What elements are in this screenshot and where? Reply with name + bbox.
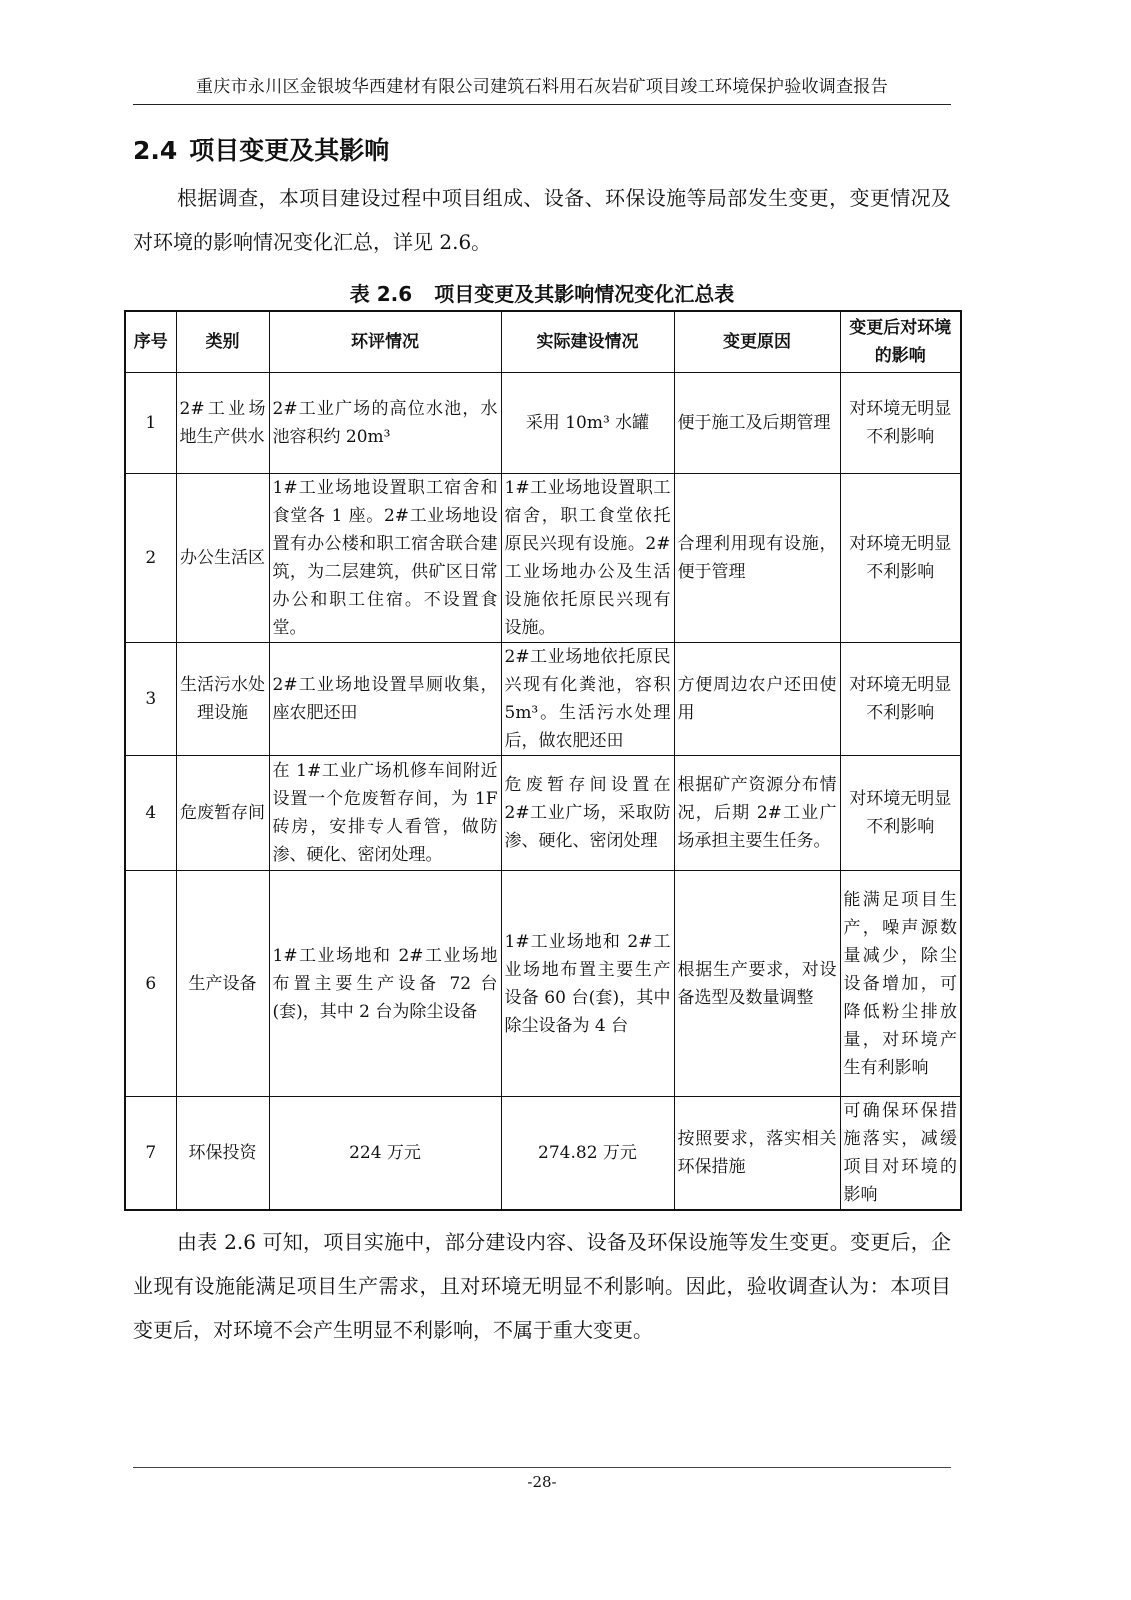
cell-reason: 方便周边农户还田使用 [674,643,840,756]
cell-seq: 6 [125,871,176,1097]
cell-category: 环保投资 [176,1097,269,1211]
page-number: -28- [527,1473,557,1491]
table-caption-number: 表 2.6 [349,282,413,306]
change-summary-table [124,310,962,1211]
cell-actual: 1#工业场地和 2#工业场地布置主要生产设备 60 台(套)，其中除尘设备为 4 台 [501,871,674,1097]
table-row [125,871,961,1097]
cell-reason: 根据生产要求，对设备选型及数量调整 [674,871,840,1097]
cell-eia: 1#工业场地和 2#工业场地布置主要生产设备 72 台(套)，其中 2 台为除尘设备 [269,871,501,1097]
cell-category: 生产设备 [176,871,269,1097]
header-rule [133,104,951,105]
cell-eia: 2#工业广场的高位水池，水池容积约 20m³ [269,373,501,474]
cell-impact: 对环境无明显不利影响 [840,474,961,643]
cell-seq: 2 [125,474,176,643]
cell-impact: 对环境无明显不利影响 [840,756,961,871]
header-eia: 环评情况 [269,311,501,373]
table-row [125,474,961,643]
section-title: 项目变更及其影响 [189,136,390,165]
cell-actual: 危废暂存间设置在 2#工业广场，采取防渗、硬化、密闭处理 [501,756,674,871]
cell-category: 办公生活区 [176,474,269,643]
cell-reason: 按照要求，落实相关环保措施 [674,1097,840,1211]
section-number: 2.4 [133,136,178,165]
cell-actual: 采用 10m³ 水罐 [501,373,674,474]
cell-eia: 224 万元 [269,1097,501,1211]
cell-reason: 便于施工及后期管理 [674,373,840,474]
cell-category: 危废暂存间 [176,756,269,871]
cell-impact: 对环境无明显不利影响 [840,373,961,474]
cell-eia: 2#工业场地设置旱厕收集，座农肥还田 [269,643,501,756]
cell-actual: 1#工业场地设置职工宿舍，职工食堂依托原民兴现有设施。2#工业场地办公及生活设施依托原民兴现有设施。 [501,474,674,643]
cell-actual: 274.82 万元 [501,1097,674,1211]
table-header-row [125,311,961,373]
header-category: 类别 [176,311,269,373]
cell-seq: 4 [125,756,176,871]
conclusion-paragraph: 由表 2.6 可知，项目实施中，部分建设内容、设备及环保设施等发生变更。变更后，企业现有设施能满足项目生产需求，且对环境无明显不利影响。因此，验收调查认为：本项目变更后，对环境不会产生明显不利影响，不属于重大变更。 [133,1230,951,1342]
cell-eia: 1#工业场地设置职工宿舍和食堂各 1 座。2#工业场地设置有办公楼和职工宿舍联合建筑，为二层建筑，供矿区日常办公和职工住宿。不设置食堂。 [269,474,501,643]
cell-eia: 在 1#工业广场机修车间附近设置一个危废暂存间，为 1F 砖房，安排专人看管，做防渗、硬化、密闭处理。 [269,756,501,871]
cell-seq: 3 [125,643,176,756]
cell-actual: 2#工业场地依托原民兴现有化粪池，容积 5m³。生活污水处理后，做农肥还田 [501,643,674,756]
cell-seq: 1 [125,373,176,474]
cell-impact: 能满足项目生产，噪声源数量减少，除尘设备增加，可降低粉尘排放量，对环境产生有利影响 [840,871,961,1097]
footer-rule [133,1467,951,1468]
header-reason: 变更原因 [674,311,840,373]
report-header: 重庆市永川区金银坡华西建材有限公司建筑石料用石灰岩矿项目竣工环境保护验收调查报告 [196,77,888,97]
cell-reason: 合理利用现有设施，便于管理 [674,474,840,643]
table-row [125,1097,961,1211]
cell-reason: 根据矿产资源分布情况，后期 2#工业广场承担主要生任务。 [674,756,840,871]
table-caption-text: 项目变更及其影响情况变化汇总表 [434,282,735,306]
header-actual: 实际建设情况 [501,311,674,373]
cell-seq: 7 [125,1097,176,1211]
intro-paragraph: 根据调查，本项目建设过程中项目组成、设备、环保设施等局部发生变更，变更情况及对环境的影响情况变化汇总，详见 2.6。 [133,186,951,254]
table-caption [125,279,959,309]
cell-impact: 对环境无明显不利影响 [840,643,961,756]
cell-category: 2#工业场地生产供水 [176,373,269,474]
table-row [125,643,961,756]
section-heading [133,134,389,168]
header-seq: 序号 [125,311,176,373]
cell-impact: 可确保环保措施落实，减缓项目对环境的影响 [840,1097,961,1211]
cell-category: 生活污水处理设施 [176,643,269,756]
table-row [125,756,961,871]
table-row [125,373,961,474]
header-impact: 变更后对环境的影响 [840,311,961,373]
